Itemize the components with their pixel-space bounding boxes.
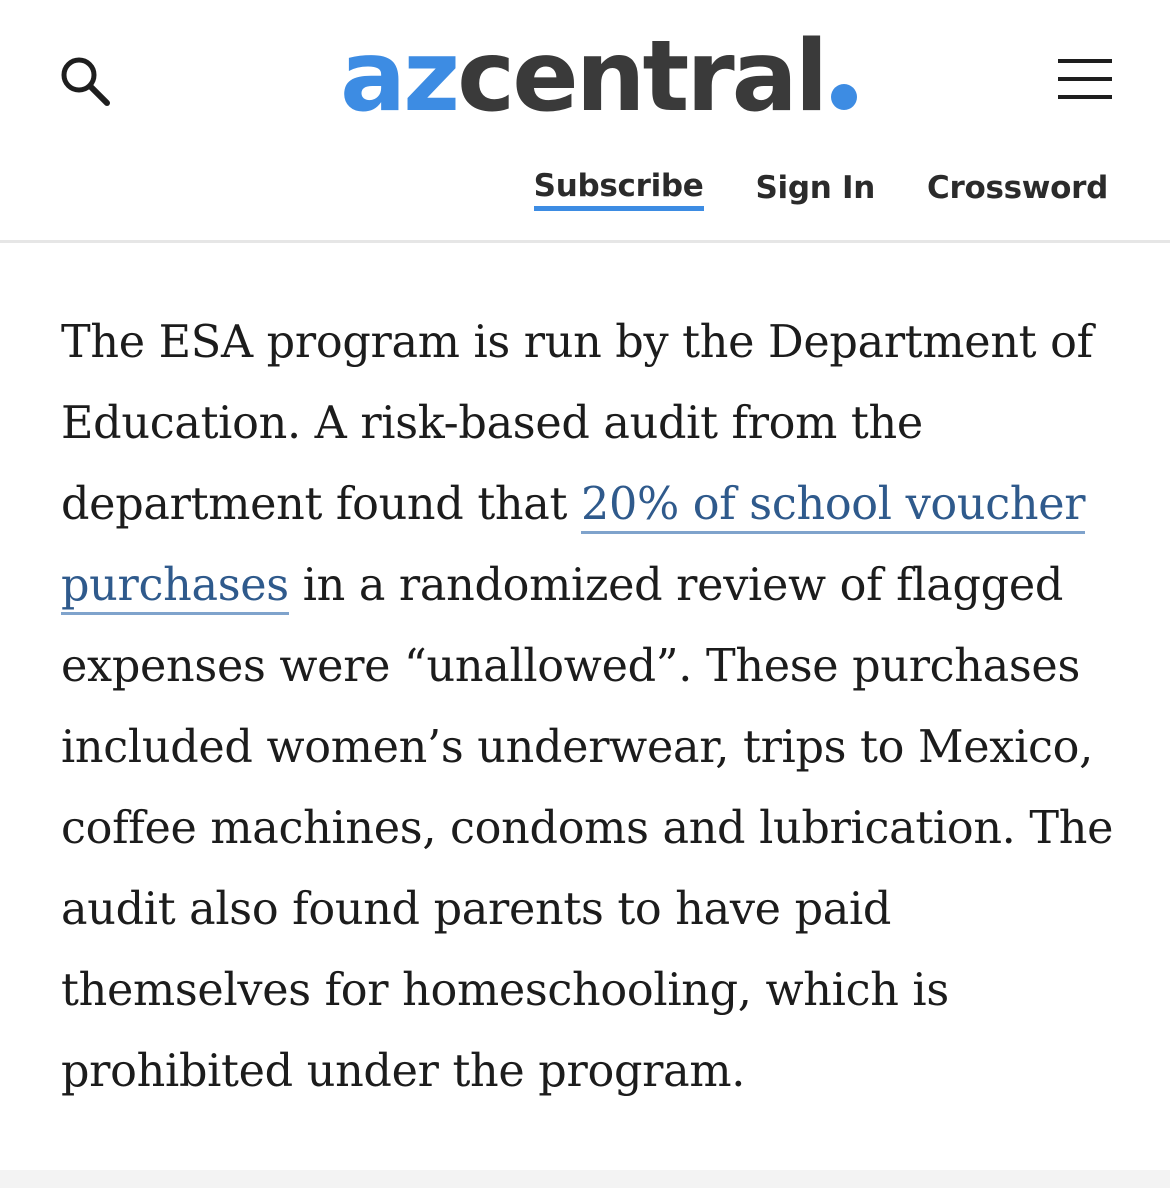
logo-dot: [831, 84, 857, 110]
search-icon: [56, 52, 114, 110]
site-header: [0, 0, 1170, 243]
hamburger-menu-icon: [1056, 56, 1114, 104]
sign-in-link[interactable]: Sign In: [755, 170, 876, 206]
article-text-start: The ESA program is run by the Department of Education. A risk-based audit from the department found that: [61, 317, 1093, 530]
subscribe-link[interactable]: Subscribe: [534, 166, 704, 211]
logo-text-central: central: [457, 20, 826, 134]
search-button[interactable]: [56, 52, 114, 110]
article-paragraph: [61, 302, 1121, 1112]
logo-text-az: az: [340, 20, 458, 134]
menu-button[interactable]: [1056, 56, 1114, 104]
audit-link[interactable]: 20% of school voucher purchases: [61, 479, 1085, 615]
site-logo[interactable]: [340, 22, 857, 132]
header-nav: [534, 166, 1108, 211]
page-bottom-strip: [0, 1170, 1170, 1188]
article-text-end: in a randomized review of flagged expenses were “unallowed”. These purchases included women’s underwear, trips to Mexico, coffee machines, condoms and lubrication. The audit also found parents to have paid themselves for homeschooling, which is prohibited under the program.: [61, 560, 1114, 1097]
crossword-link[interactable]: Crossword: [927, 170, 1108, 206]
